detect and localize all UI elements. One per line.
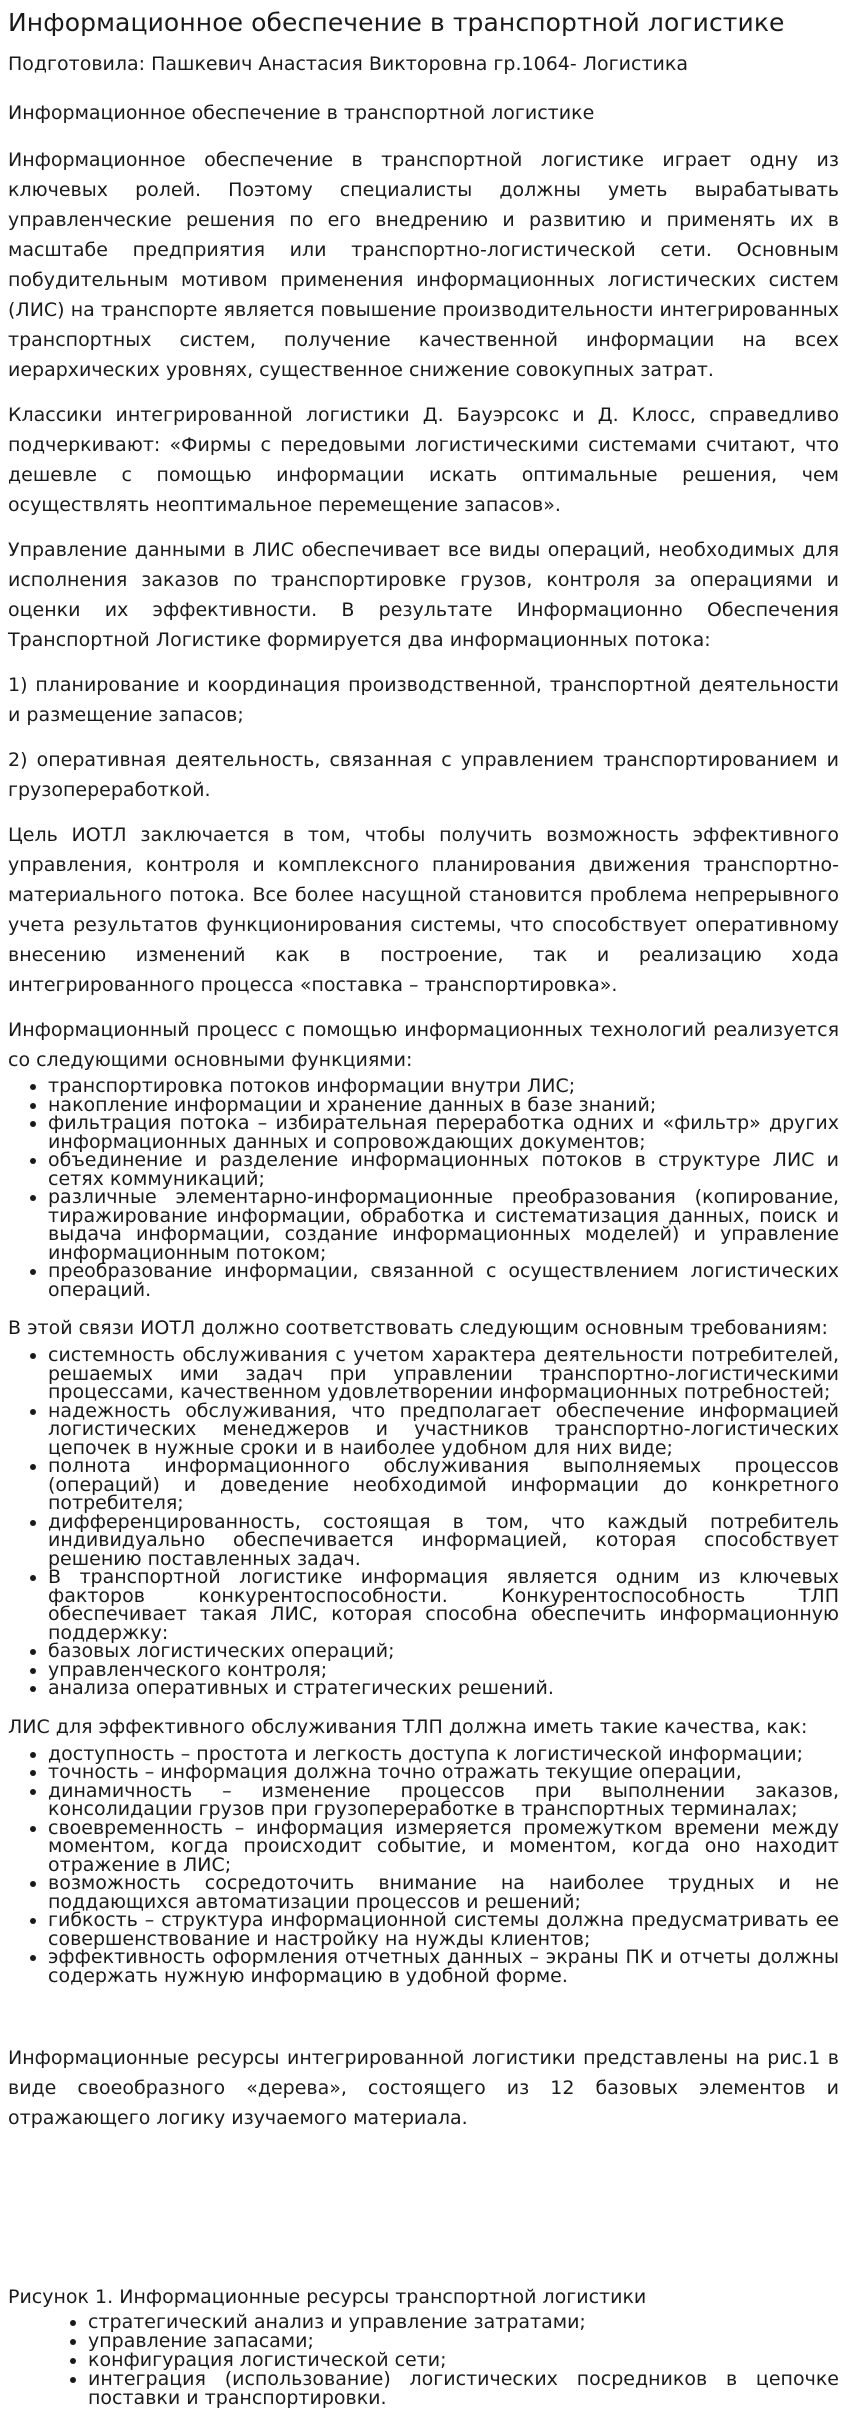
paragraph-flow-1: 1) планирование и координация производственной, транспортной деятельности и размещение запасов; xyxy=(8,674,839,726)
list-item: • доступность – простота и легкость доступа к логистической информации; xyxy=(48,1745,839,1764)
figure-caption: Рисунок 1. Информационные ресурсы транспортной логистики xyxy=(8,2286,647,2308)
paragraph-resources: Информационные ресурсы интегрированной логистики представлены на рис.1 в виде своеобразного «дерева», состоящего из 12 базовых элементов и отражающего логику изучаемого материала. xyxy=(8,2047,839,2129)
paragraph-goal: Цель ИОТЛ заключается в том, чтобы получить возможность эффективного управления, контроля и комплексного планирования движения транспортно-материального потока. Все более насущной становится проблема непрерывного учета результатов функционирования системы, что способствует оперативному внесению изменений как в построение, так и реализацию хода интегрированного процесса «поставка – транспортировка». xyxy=(8,824,839,996)
list-item: • динамичность – изменение процессов при выполнении заказов, консолидации грузов при грузопереработке в транспортных терминалах; xyxy=(48,1782,839,1819)
list-item: • накопление информации и хранение данных в базе знаний; xyxy=(48,1096,839,1115)
paragraph-requirements-intro: В этой связи ИОТЛ должно соответствовать следующим основным требованиям: xyxy=(8,1317,828,1339)
paragraph-intro: Информационное обеспечение в транспортной логистике играет одну из ключевых ролей. Поэтому специалисты должны уметь вырабатывать управленческие решения по его внедрению и развитию и применять их в масштабе предприятия или транспортно-логистической сети. Основным побудительным мотивом применения информационных логистических систем (ЛИС) на транспорте является повышение производительности интегрированных транспортных систем, получение качественной информации на всех иерархических уровнях, существенное снижение совокупных затрат. xyxy=(8,149,839,381)
requirements-list xyxy=(8,1346,839,1698)
list-item: • надежность обслуживания, что предполагает обеспечение информацией логистических менеджеров и участников транспортно-логистических цепочек в нужные сроки и в наиболее удобном для них виде; xyxy=(48,1402,839,1458)
list-item: • базовых логистических операций; xyxy=(48,1642,839,1661)
list-item: • интеграция (использование) логистических посредников в цепочке поставки и транспортировки. xyxy=(88,2370,839,2408)
figure-list xyxy=(8,2313,839,2408)
paragraph-data-management: Управление данными в ЛИС обеспечивает все виды операций, необходимых для исполнения заказов по транспортировке грузов, контроля за операциями и оценки их эффективности. В результате Информационно Обеспечения Транспортной Логистике формируется два информационных потока: xyxy=(8,539,839,651)
section-subtitle: Информационное обеспечение в транспортной логистике xyxy=(8,102,595,124)
list-item: • управленческого контроля; xyxy=(48,1661,839,1680)
list-item: • эффективность оформления отчетных данных – экраны ПК и отчеты должны содержать нужную информацию в удобной форме. xyxy=(48,1948,839,1985)
document-page xyxy=(0,6,847,2408)
list-item: • гибкость – структура информационной системы должна предусматривать ее совершенствование и настройку на нужды клиентов; xyxy=(48,1911,839,1948)
list-item: • конфигурация логистической сети; xyxy=(88,2351,839,2370)
list-item: • полнота информационного обслуживания выполняемых процессов (операций) и доведение необходимой информации до конкретного потребителя; xyxy=(48,1457,839,1513)
list-item: • транспортировка потоков информации внутри ЛИС; xyxy=(48,1077,839,1096)
list-item: • объединение и разделение информационных потоков в структуре ЛИС и сетях коммуникаций; xyxy=(48,1151,839,1188)
paragraph-quote: Классики интегрированной логистики Д. Бауэрсокс и Д. Клосс, справедливо подчеркивают: «Фирмы с передовыми логистическими системами считают, что дешевле с помощью информации искать оптимальные решения, чем осуществлять неоптимальное перемещение запасов». xyxy=(8,404,839,516)
list-item: • системность обслуживания с учетом характера деятельности потребителей, решаемых ими задач при управлении транспортно-логистическими процессами, качественном удовлетворении информационных потребностей; xyxy=(48,1346,839,1402)
list-item: • дифференцированность, состоящая в том, что каждый потребитель индивидуально обеспечивается информацией, которая способствует решению поставленных задач. xyxy=(48,1513,839,1569)
list-item: • стратегический анализ и управление затратами; xyxy=(88,2313,839,2332)
paragraph-flow-2: 2) оперативная деятельность, связанная с управлением транспортированием и грузопереработкой. xyxy=(8,749,839,801)
list-item: • точность – информация должна точно отражать текущие операции, xyxy=(48,1763,839,1782)
list-item: • управление запасами; xyxy=(88,2332,839,2351)
list-item: • анализа оперативных и стратегических решений. xyxy=(48,1679,839,1698)
list-item: • преобразование информации, связанной с осуществлением логистических операций. xyxy=(48,1262,839,1299)
paragraph-functions-intro: Информационный процесс с помощью информационных технологий реализуется со следующими основными функциями: xyxy=(8,1019,839,1071)
list-item: • В транспортной логистике информация является одним из ключевых факторов конкурентоспособности. Конкурентоспособность ТЛП обеспечивает такая ЛИС, которая способна обеспечить информационную поддержку: xyxy=(48,1568,839,1642)
document-title: Информационное обеспечение в транспортной логистике xyxy=(8,8,785,37)
list-item: • фильтрация потока – избирательная переработка одних и «фильтр» других информационных данных и сопровождающих документов; xyxy=(48,1114,839,1151)
list-item: • возможность сосредоточить внимание на наиболее трудных и не поддающихся автоматизации процессов и решений; xyxy=(48,1874,839,1911)
author-line: Подготовила: Пашкевич Анастасия Викторовна гр.1064- Логистика xyxy=(8,53,688,75)
functions-list xyxy=(8,1077,839,1299)
paragraph-qualities-intro: ЛИС для эффективного обслуживания ТЛП должна иметь такие качества, как: xyxy=(8,1715,808,1738)
list-item: • своевременность – информация измеряется промежутком времени между моментом, когда происходит событие, и моментом, когда оно находит отражение в ЛИС; xyxy=(48,1819,839,1875)
qualities-list xyxy=(8,1742,839,1987)
list-item: • различные элементарно-информационные преобразования (копирование, тиражирование информации, обработка и систематизация данных, поиск и выдача информации, создание информационных моделей) и управление информационным потоком; xyxy=(48,1188,839,1262)
